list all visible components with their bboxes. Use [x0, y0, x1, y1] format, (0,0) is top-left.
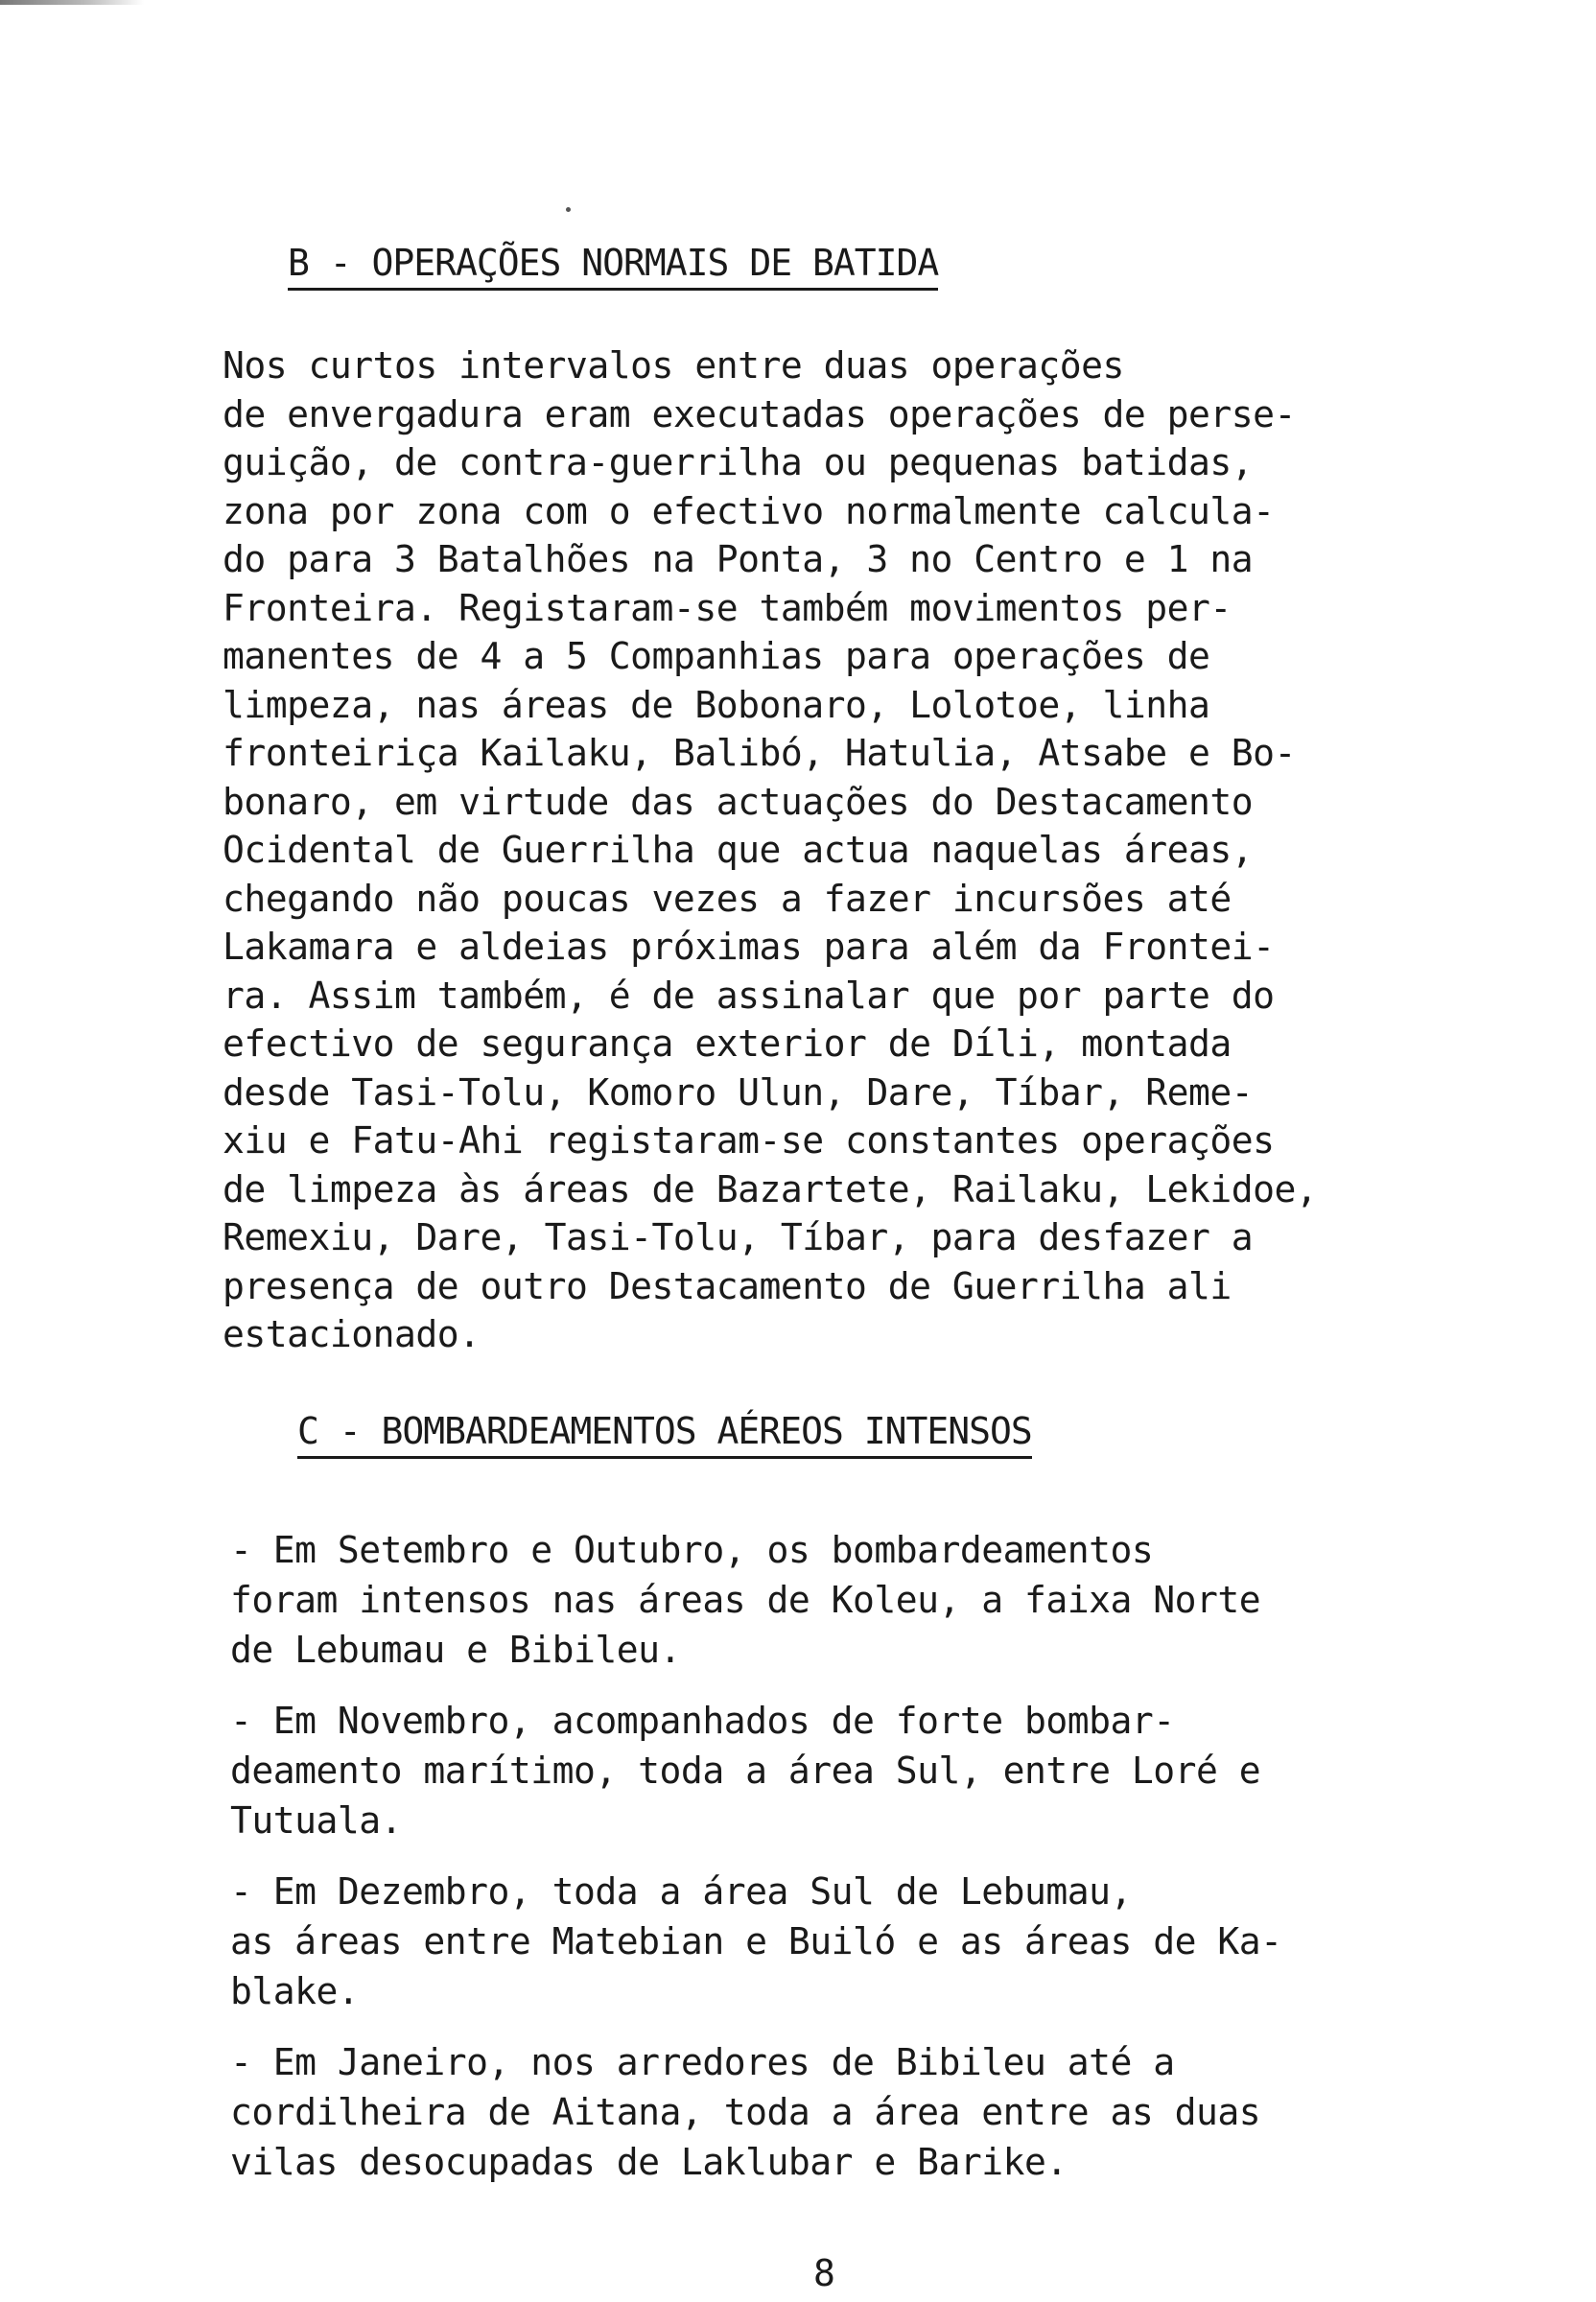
section-c-item: - Em Dezembro, toda a área Sul de Lebumau, as áreas entre Matebian e Builó e as áreas de Ka- blake.: [230, 1870, 1282, 2012]
section-c-item: - Em Janeiro, nos arredores de Bibileu até a cordilheira de Aitana, toda a área entre as duas vilas desocupadas de Laklubar e Barike.: [230, 2041, 1261, 2183]
section-b-heading: B - OPERAÇÕES NORMAIS DE BATIDA: [288, 242, 938, 291]
page-number: 8: [813, 2252, 835, 2294]
section-c-heading: C - BOMBARDEAMENTOS AÉREOS INTENSOS: [297, 1410, 1032, 1459]
scan-speck: [566, 207, 571, 212]
section-b-paragraph: Nos curtos intervalos entre duas operações de envergadura eram executadas operações de perse- guição, de contra-guerrilha ou pequenas batidas, zona por zona com o efectivo normalmente calcula- do para 3 Batalhões na Ponta, 3 no Centro e 1 na Fronteira. Registaram-se também movimentos per- manentes de 4 a 5 Companhias para operações de limpeza, nas áreas de Bobonaro, Lolotoe, linha fronteiriça Kailaku, Balibó, Hatulia, Atsabe e Bo- bonaro, em virtude das actuações do Destacamento Ocidental de Guerrilha que actua naquelas áreas, chegando não poucas vezes a fazer incursões até Lakamara e aldeias próximas para além da Frontei- ra. Assim também, é de assinalar que por parte do efectivo de segurança exterior de Díli, montada desde Tasi-Tolu, Komoro Ulun, Dare, Tíbar, Reme- xiu e Fatu-Ahi registaram-se constantes operações de limpeza às áreas de Bazartete, Railaku, Lekidoe, Remexiu, Dare, Tasi-Tolu, Tíbar, para desfazer a presença de outro Destacamento de Guerrilha ali estacionado.: [223, 344, 1318, 1355]
scan-edge-mark: [0, 0, 144, 5]
section-c-item: - Em Novembro, acompanhados de forte bombar- deamento marítimo, toda a área Sul, entre Loré e Tutuala.: [230, 1700, 1261, 1842]
section-c-item: - Em Setembro e Outubro, os bombardeamentos foram intensos nas áreas de Koleu, a faixa Norte de Lebumau e Bibileu.: [230, 1529, 1261, 1671]
